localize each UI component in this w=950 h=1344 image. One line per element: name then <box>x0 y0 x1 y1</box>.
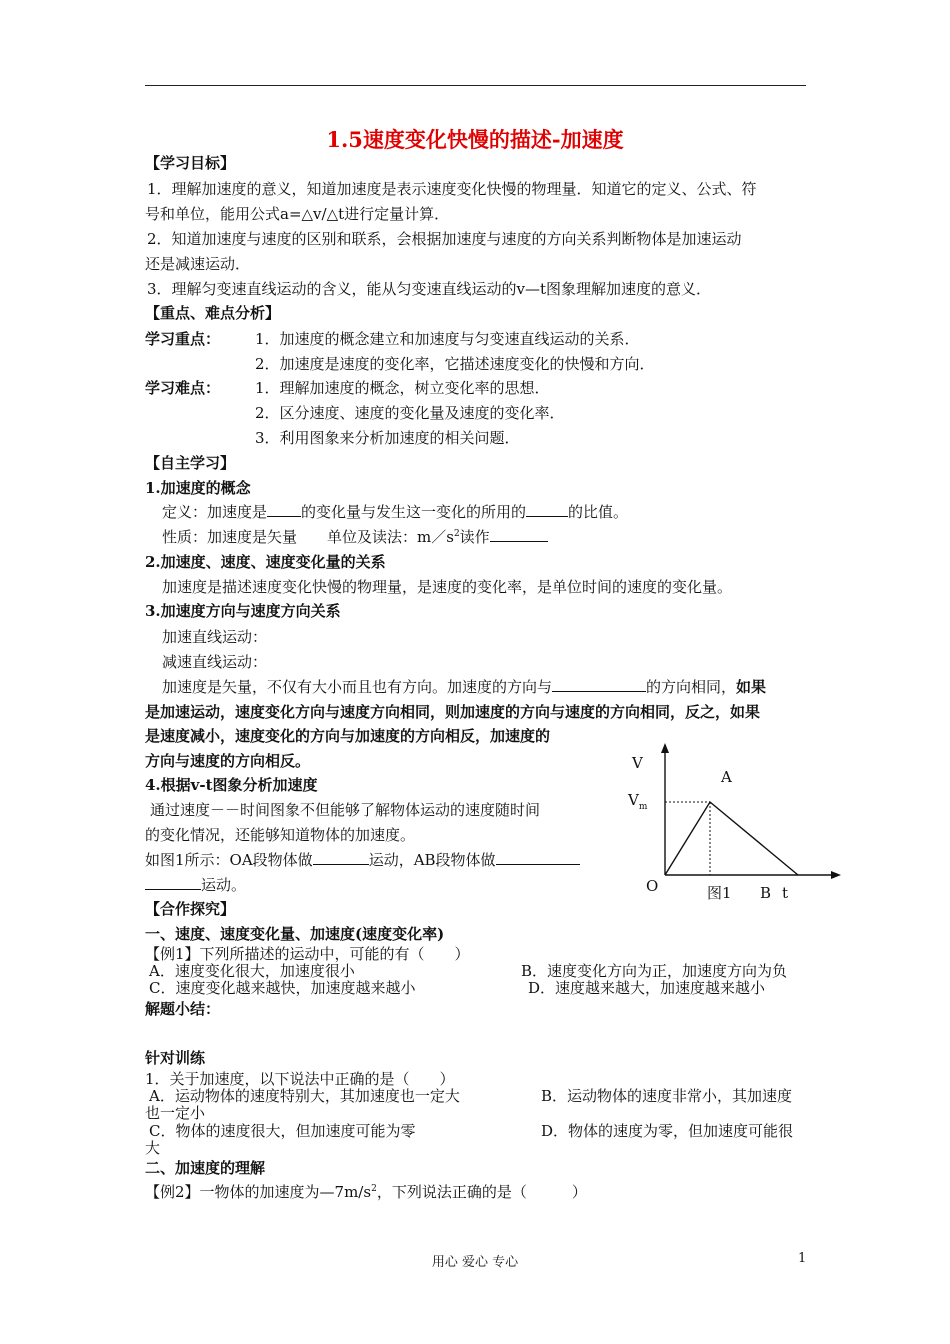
blank-2[interactable] <box>526 502 568 517</box>
goal-1a: 1．理解加速度的意义，知道加速度是表示速度变化快慢的物理量．知道它的定义、公式、符 <box>147 180 757 198</box>
heading-3: 3.加速度方向与速度方向关系 <box>145 602 341 620</box>
training-option-d-cont: 大 <box>145 1139 161 1157</box>
key-2: 2．加速度是速度的变化率，它描述速度变化的快慢和方向． <box>255 355 655 373</box>
graph-line-oab <box>665 802 798 875</box>
difficulty-2: 2．区分速度、速度的变化量及速度的变化率． <box>255 404 565 422</box>
difficulty-label: 学习难点： <box>145 379 221 397</box>
difficulty-1: 1．理解加速度的概念，树立变化率的思想． <box>255 379 550 397</box>
training-question-1: 1．关于加速度，以下说法中正确的是（ ） <box>145 1070 455 1088</box>
blank-6[interactable] <box>496 850 580 865</box>
page-number: 1 <box>798 1251 807 1266</box>
graph-t-label: t <box>782 884 789 902</box>
example-1-option-a: A．速度变化很大，加速度很小 <box>149 962 355 980</box>
training-heading: 针对训练 <box>145 1049 206 1067</box>
blank-1[interactable] <box>267 502 301 517</box>
example-1-option-d: D．速度越来越大，加速度越来越小 <box>528 979 766 997</box>
blank-5[interactable] <box>313 850 369 865</box>
blank-3[interactable] <box>490 527 548 542</box>
paragraph-4b: 的变化情况，还能够知道物体的加速度。 <box>145 826 416 844</box>
footer-text: 用心 爱心 专心 <box>431 1255 519 1270</box>
goal-1b: 号和单位，能用公式a=△v/△t进行定量计算． <box>145 205 450 223</box>
goal-3: 3．理解匀变速直线运动的含义，能从匀变速直线运动的v—t图象理解加速度的意义． <box>147 280 712 298</box>
example-1-option-c: C．速度变化越来越快，加速度越来越小 <box>149 979 416 997</box>
training-option-b-cont: 也一定小 <box>145 1104 206 1122</box>
section-self-study: 【自主学习】 <box>145 454 236 472</box>
example-1-option-b: B．速度变化方向为正，加速度方向为负 <box>521 962 788 980</box>
paragraph-3b: 是加速运动，速度变化方向与速度方向相同，则加速度的方向与速度的方向相同，反之，如果 <box>145 703 761 721</box>
page-title: 1.5速度变化快慢的描述-加速度 <box>326 127 624 152</box>
example-2: 【例2】一物体的加速度为$—7m/s^2$，下列说法正确的是（ ） <box>145 1183 587 1201</box>
paragraph-4d: 运动。 <box>145 875 246 895</box>
graph-v-label: V <box>632 754 643 772</box>
paragraph-4a: 通过速度－－时间图象不但能够了解物体运动的速度随时间 <box>150 801 541 819</box>
training-option-c: C．物体的速度很大，但加速度可能为零 <box>149 1122 416 1140</box>
header-rule <box>145 85 806 86</box>
paragraph-2: 加速度是描述速度变化快慢的物理量，是速度的变化率，是单位时间的速度的变化量。 <box>162 578 733 596</box>
v-axis-arrow <box>661 743 669 753</box>
key-label: 学习重点： <box>145 330 221 348</box>
section-key-points: 【重点、难点分析】 <box>145 304 281 322</box>
graph-figure-label: 图1 <box>707 884 732 902</box>
blank-4[interactable] <box>552 677 646 692</box>
definition-line: 定义：加速度是 的变化量与发生这一变化的所用的 的比值。 <box>162 503 629 521</box>
graph-b-label: B <box>760 884 772 902</box>
key-1: 1．加速度的概念建立和加速度与匀变速直线运动的关系． <box>255 330 640 348</box>
goal-2a: 2．知道加速度与速度的区别和联系，会根据加速度与速度的方向关系判断物体是加速运动 <box>147 230 742 248</box>
paragraph-3d: 方向与速度的方向相反。 <box>145 752 311 770</box>
heading-1: 1.加速度的概念 <box>145 479 251 497</box>
graph-vm-label: $V_m$ <box>628 791 648 812</box>
subsection-2: 二、加速度的理解 <box>145 1159 266 1177</box>
subsection-1: 一、速度、速度变化量、加速度(速度变化率) <box>145 925 445 943</box>
accel-line: 加速直线运动： <box>162 628 268 646</box>
decel-line: 减速直线运动： <box>162 653 268 671</box>
section-goals: 【学习目标】 <box>145 154 236 172</box>
training-option-b: B．运动物体的速度非常小，其加速度 <box>541 1087 793 1105</box>
graph-o-label: O <box>646 877 659 895</box>
graph-a-label: A <box>721 768 732 786</box>
example-1: 【例1】下列所描述的运动中，可能的有（ ） <box>145 945 470 963</box>
heading-2: 2.加速度、速度、速度变化量的关系 <box>145 553 386 571</box>
paragraph-3c: 是速度减小，速度变化的方向与加速度的方向相反，加速度的 <box>145 727 551 745</box>
paragraph-4c: 如图1所示：OA段物体做 运动，AB段物体做 <box>145 850 580 870</box>
property-line: 性质：加速度是矢量 单位及读法：$m/s^2$读作 <box>162 527 548 547</box>
t-axis-arrow <box>831 871 841 879</box>
heading-4: 4.根据v-t图象分析加速度 <box>145 776 318 794</box>
training-option-d: D．物体的速度为零，但加速度可能很 <box>541 1122 794 1140</box>
goal-2b: 还是减速运动． <box>145 255 251 273</box>
training-option-a: A．运动物体的速度特别大，其加速度也一定大 <box>149 1087 460 1105</box>
section-cooperation: 【合作探究】 <box>145 900 236 918</box>
paragraph-3a: 加速度是矢量，不仅有大小而且也有方向。加速度的方向与 的方向相同，如果 <box>162 678 767 696</box>
solution-summary: 解题小结： <box>145 1000 221 1018</box>
blank-7[interactable] <box>145 875 201 890</box>
difficulty-3: 3．利用图象来分析加速度的相关问题． <box>255 429 520 447</box>
